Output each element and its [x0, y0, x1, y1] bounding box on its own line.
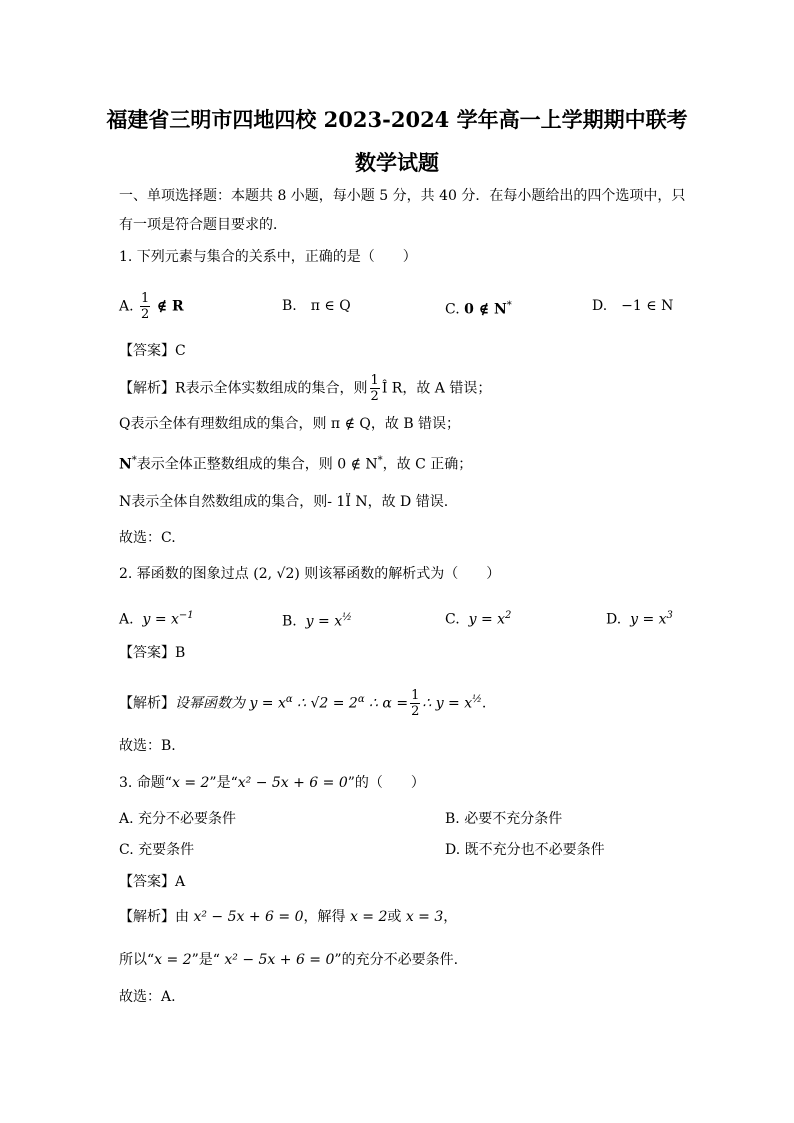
q3-stem-b: ”是“: [209, 775, 238, 791]
q1-option-a-denominator: 2: [141, 307, 150, 322]
q1-option-b: B. π ∈ Q: [282, 298, 351, 314]
q2-exp-fraction: [410, 688, 420, 719]
q1-explanation-text-b: Î R，故 A 错误；: [381, 380, 492, 397]
q2-option-d-expr: y = x: [630, 611, 667, 628]
q3-stem-math2: x² − 5x + 6 = 0: [237, 775, 348, 791]
q2-option-a-expr: y = x: [142, 611, 179, 628]
q2-option-c-sup: 2: [505, 610, 512, 621]
q2-option-d-sup: 3: [666, 610, 673, 621]
q3-exp2-b: ”是“: [191, 952, 225, 968]
q1-option-c-sup: *: [506, 300, 512, 311]
q2-option-d: [606, 606, 673, 630]
q2-option-a-sup: −1: [178, 610, 194, 621]
q3-option-d: D. 既不充分也不必要条件: [445, 842, 605, 858]
q3-exp2-math1: x = 2: [154, 952, 192, 968]
q2-option-c-label: C.: [445, 611, 460, 628]
q2-exp-b: ∴ √2 = 2: [292, 695, 358, 712]
q2-exp-d: ∴ y = x: [422, 695, 473, 712]
q1-option-a-label: A.: [119, 298, 134, 315]
q1-option-c-label: C.: [445, 301, 460, 318]
q1-explanation-line4: N表示全体自然数组成的集合，则- 1Ï N，故 D 错误.: [119, 494, 449, 510]
q3-exp1-d: ，: [443, 909, 458, 925]
q3-explanation-line2: [119, 950, 458, 970]
q3-explanation-line1: [119, 907, 457, 927]
q3-exp2-a: 所以“: [119, 952, 155, 968]
q1-option-a-fraction: [140, 291, 150, 322]
q1-option-a-numerator: 1: [141, 291, 150, 306]
q1-option-d: D. −1 ∈ N: [592, 298, 674, 314]
q2-exp-c: ∴ α =: [364, 695, 409, 712]
q3-stem-a: 3. 命题“: [119, 775, 172, 791]
q2-explanation-tag: 【解析】: [119, 695, 175, 712]
q3-exp1-math2: x = 2: [349, 909, 388, 925]
q1-stem: 1. 下列元素与集合的关系中，正确的是（ ）: [119, 249, 417, 265]
q2-exp-sup3: ½: [472, 693, 482, 705]
q1-exp3-sup2: *: [377, 455, 383, 466]
q1-explanation-text-a: R表示全体实数组成的集合，则: [175, 380, 368, 397]
q2-exp-sup2: α: [357, 693, 365, 705]
q3-answer: 【答案】A: [119, 874, 186, 890]
q3-option-c: C. 充要条件: [119, 842, 195, 858]
q2-option-b-label: B.: [282, 613, 297, 630]
q2-option-c: [445, 606, 511, 630]
q2-option-a-label: A.: [119, 611, 134, 628]
q2-conclusion: 故选：B.: [119, 738, 176, 754]
q2-answer: 【答案】B: [119, 645, 186, 661]
q2-exp-e: .: [481, 695, 487, 712]
q1-conclusion: 故选：C.: [119, 530, 176, 546]
q3-stem: [119, 773, 425, 793]
q1-explanation-denominator: 2: [370, 389, 379, 404]
q1-exp3-b: 表示全体正整数组成的集合，则 0 ∉ N: [136, 456, 378, 473]
q3-stem-math1: x = 2: [171, 775, 210, 791]
q2-explanation: [119, 688, 486, 719]
q3-conclusion: 故选：A.: [119, 989, 176, 1005]
q3-explanation-tag: 【解析】: [119, 909, 175, 925]
q3-option-b: B. 必要不充分条件: [445, 811, 563, 827]
q1-explanation-line2: Q表示全体有理数组成的集合，则 π ∉ Q，故 B 错误；: [119, 416, 461, 432]
q2-exp-a: 设幂函数为 y = x: [175, 695, 286, 712]
q1-option-a: [119, 291, 184, 322]
q1-option-c-expr: 0 ∉ N: [464, 301, 507, 318]
section-heading-line2: 有一项是符合题目要求的．: [119, 217, 287, 233]
q2-option-c-expr: y = x: [468, 611, 506, 628]
q3-exp1-a: 由: [175, 909, 194, 925]
document-subtitle: 数学试题: [355, 150, 439, 175]
q1-explanation-numerator: 1: [370, 373, 379, 388]
q3-exp1-c: 或: [387, 909, 406, 925]
q2-option-b: [282, 608, 352, 632]
q1-explanation-fraction: [370, 373, 380, 404]
q1-exp3-c: ，故 C 正确；: [382, 456, 473, 473]
q2-stem: 2. 幂函数的图象过点 (2, √2) 则该幂函数的解析式为（ ）: [119, 566, 501, 582]
document-title: 福建省三明市四地四校 2023-2024 学年高一上学期期中联考: [106, 107, 688, 132]
q2-option-d-label: D.: [606, 611, 622, 628]
q1-explanation-tag: 【解析】: [119, 380, 175, 397]
q1-answer: 【答案】C: [119, 343, 186, 359]
q1-option-c: [445, 296, 512, 320]
q1-exp3-a: N: [119, 456, 132, 473]
q3-option-a: A. 充分不必要条件: [119, 811, 237, 827]
q1-option-a-rest: ∉ R: [156, 298, 184, 315]
q3-stem-c: ”的（ ）: [347, 775, 425, 791]
q1-explanation-line3: [119, 451, 472, 475]
section-heading-line1: 一、单项选择题：本题共 8 小题，每小题 5 分，共 40 分．在每小题给出的四个选项中，只: [119, 188, 686, 204]
q2-option-a: [119, 606, 194, 630]
q3-exp1-math1: x² − 5x + 6 = 0: [193, 909, 304, 925]
q2-option-b-sup: ½: [342, 612, 352, 623]
q2-exp-sup1: α: [285, 693, 293, 705]
q2-exp-denominator: 2: [411, 704, 420, 719]
q3-exp2-math2: x² − 5x + 6 = 0: [224, 952, 335, 968]
q1-exp3-sup: *: [131, 455, 137, 466]
q3-exp2-c: ”的充分不必要条件.: [334, 952, 459, 968]
q3-exp1-b: ，解得: [303, 909, 350, 925]
q1-explanation-line1: [119, 373, 491, 404]
q3-exp1-math3: x = 3: [405, 909, 444, 925]
q2-option-b-expr: y = x: [305, 613, 343, 630]
q2-exp-numerator: 1: [411, 688, 420, 703]
